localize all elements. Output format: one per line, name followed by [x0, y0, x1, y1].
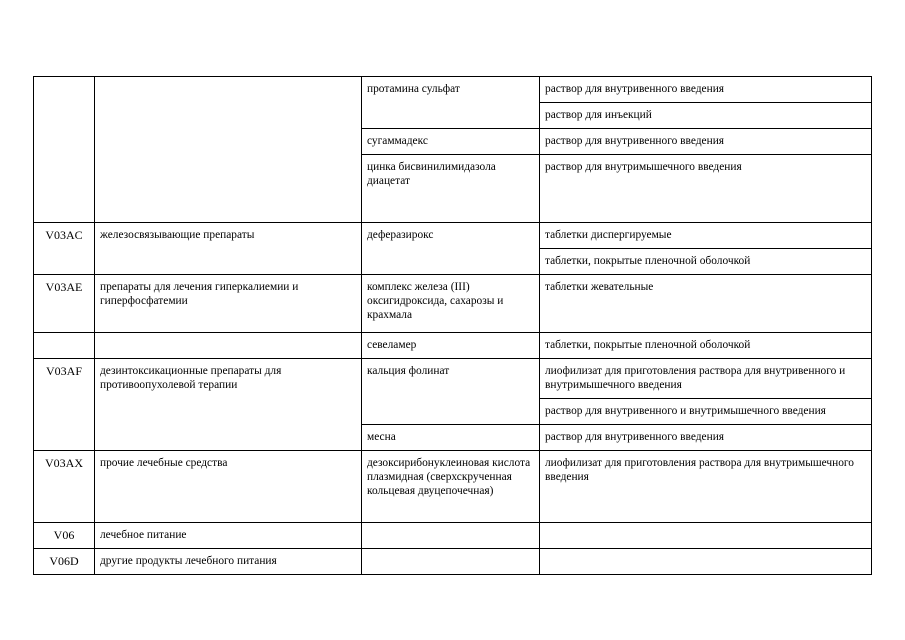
- dosage-form-cell: таблетки диспергируемые: [540, 223, 872, 249]
- group-cell: железосвязывающие препараты: [95, 223, 362, 275]
- substance-cell: [362, 549, 540, 575]
- group-cell: дезинтоксикационные препараты для противоопухолевой терапии: [95, 359, 362, 451]
- dosage-form-cell: таблетки жевательные: [540, 275, 872, 333]
- group-cell: [95, 333, 362, 359]
- drug-table: [33, 76, 872, 575]
- table-row: [34, 223, 872, 249]
- dosage-form-cell: таблетки, покрытые пленочной оболочкой: [540, 333, 872, 359]
- group-cell: препараты для лечения гиперкалиемии и гиперфосфатемии: [95, 275, 362, 333]
- table-row: [34, 359, 872, 399]
- atc-code-cell: V03AX: [34, 451, 95, 523]
- table-row: [34, 77, 872, 103]
- dosage-form-cell: [540, 549, 872, 575]
- atc-code-cell: V06: [34, 523, 95, 549]
- atc-code-cell: V06D: [34, 549, 95, 575]
- substance-cell: [362, 523, 540, 549]
- dosage-form-cell: раствор для внутримышечного введения: [540, 155, 872, 223]
- table-row: [34, 451, 872, 523]
- dosage-form-cell: раствор для внутривенного введения: [540, 425, 872, 451]
- group-cell: лечебное питание: [95, 523, 362, 549]
- substance-cell: севеламер: [362, 333, 540, 359]
- table-row: [34, 333, 872, 359]
- substance-cell: комплекс железа (III) оксигидроксида, сахарозы и крахмала: [362, 275, 540, 333]
- substance-cell: кальция фолинат: [362, 359, 540, 425]
- substance-cell: дезоксирибонуклеиновая кислота плазмидная (сверхскрученная кольцевая двуцепочечная): [362, 451, 540, 523]
- table-row: [34, 275, 872, 333]
- atc-code-cell: V03AE: [34, 275, 95, 333]
- substance-cell: сугаммадекс: [362, 129, 540, 155]
- atc-code-cell: [34, 77, 95, 223]
- group-cell: другие продукты лечебного питания: [95, 549, 362, 575]
- dosage-form-cell: раствор для внутривенного введения: [540, 77, 872, 103]
- substance-cell: протамина сульфат: [362, 77, 540, 129]
- dosage-form-cell: таблетки, покрытые пленочной оболочкой: [540, 249, 872, 275]
- table-row: [34, 549, 872, 575]
- dosage-form-cell: раствор для внутривенного и внутримышечного введения: [540, 399, 872, 425]
- atc-code-cell: V03AC: [34, 223, 95, 275]
- substance-cell: деферазирокс: [362, 223, 540, 275]
- atc-code-cell: V03AF: [34, 359, 95, 451]
- substance-cell: месна: [362, 425, 540, 451]
- substance-cell: цинка бисвинилимидазола диацетат: [362, 155, 540, 223]
- dosage-form-cell: раствор для инъекций: [540, 103, 872, 129]
- dosage-form-cell: лиофилизат для приготовления раствора для внутривенного и внутримышечного введения: [540, 359, 872, 399]
- table-row: [34, 523, 872, 549]
- group-cell: прочие лечебные средства: [95, 451, 362, 523]
- group-cell: [95, 77, 362, 223]
- dosage-form-cell: раствор для внутривенного введения: [540, 129, 872, 155]
- dosage-form-cell: [540, 523, 872, 549]
- dosage-form-cell: лиофилизат для приготовления раствора для внутримышечного введения: [540, 451, 872, 523]
- atc-code-cell: [34, 333, 95, 359]
